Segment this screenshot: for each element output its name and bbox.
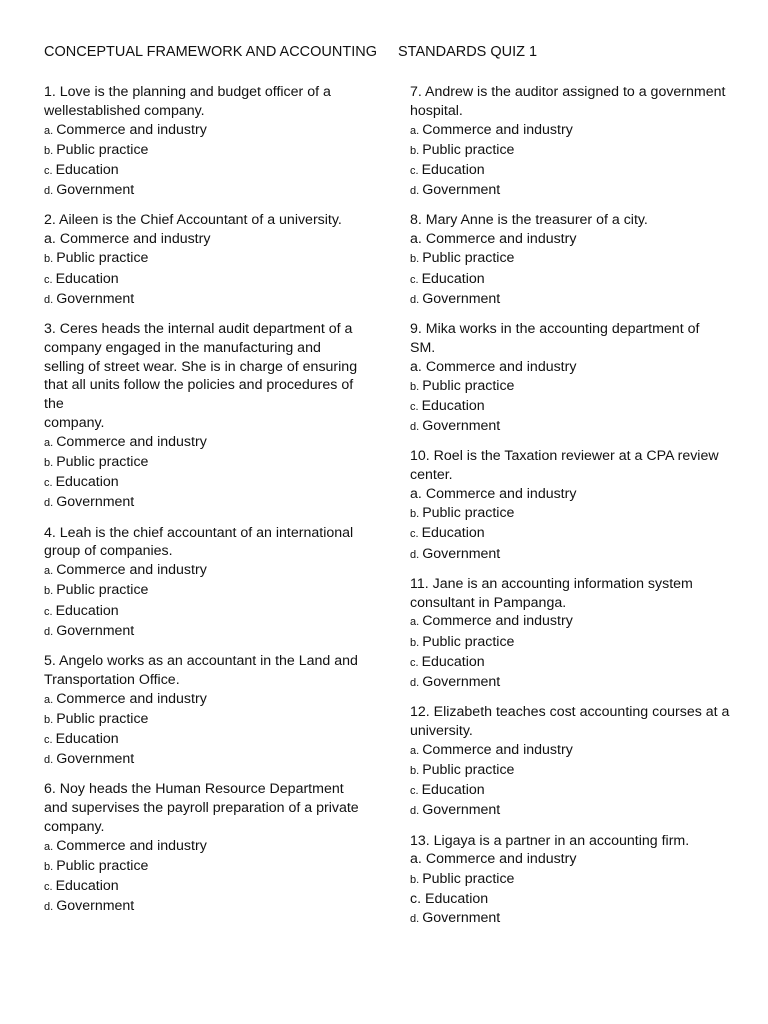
option-text: Public practice <box>422 505 515 522</box>
option-letter: d. <box>410 421 420 434</box>
answer-option <box>410 761 730 781</box>
option-text: Commerce and industry <box>422 121 573 138</box>
option-text: Government <box>422 290 501 307</box>
answer-option <box>44 730 364 750</box>
option-text: Commerce and industry <box>422 741 573 758</box>
option-letter: d. <box>44 754 54 767</box>
question-item <box>410 211 730 310</box>
answer-option <box>44 690 364 710</box>
option-text: Public practice <box>422 141 515 158</box>
question-text-line: that all units follow the policies and procedures of <box>44 377 354 394</box>
answer-option <box>410 141 730 161</box>
option-letter: b. <box>410 380 420 393</box>
option-letter: b. <box>410 765 420 778</box>
answer-option <box>410 161 730 181</box>
answer-option <box>44 121 364 141</box>
option-letter: c. <box>44 881 53 894</box>
option-text: Government <box>422 418 501 435</box>
question-text-line: 13. Ligaya is a partner in an accounting firm. <box>410 832 690 849</box>
answer-option <box>410 741 730 761</box>
question-text-line: 11. Jane is an accounting information system <box>410 575 693 592</box>
answer-option <box>410 485 730 504</box>
answer-option <box>410 909 730 929</box>
option-text: Commerce and industry <box>56 837 207 854</box>
option-letter: a. <box>44 693 54 706</box>
option-letter: d. <box>44 293 54 306</box>
option-letter: c. <box>410 401 419 414</box>
option-letter: c. <box>44 273 53 286</box>
answer-option <box>44 433 364 453</box>
option-letter: b. <box>410 636 420 649</box>
option-text: Education <box>421 525 485 542</box>
option-text: Public practice <box>422 377 515 394</box>
question-column-right <box>410 83 730 939</box>
option-letter: b. <box>44 861 54 874</box>
question-item <box>44 83 364 201</box>
answer-option <box>44 710 364 730</box>
answer-option <box>44 249 364 269</box>
option-text: Commerce and industry <box>425 486 577 503</box>
option-text: Government <box>56 751 135 768</box>
option-text: Government <box>422 910 501 927</box>
option-text: Education <box>421 653 485 670</box>
option-letter: d. <box>410 913 420 926</box>
option-letter: c. <box>44 477 53 490</box>
answer-option <box>44 750 364 770</box>
option-text: Government <box>56 898 135 915</box>
option-text: Public practice <box>422 633 515 650</box>
answer-option <box>44 453 364 473</box>
question-text-line: hospital. <box>410 102 463 119</box>
question-text-line: 8. Mary Anne is the treasurer of a city. <box>410 212 648 229</box>
option-letter: a. <box>44 124 54 137</box>
question-item <box>44 211 364 310</box>
option-text: Public practice <box>422 250 515 267</box>
quiz-title-left: CONCEPTUAL FRAMEWORK AND ACCOUNTING <box>44 44 377 60</box>
option-letter: b. <box>410 873 420 886</box>
answer-option <box>410 633 730 653</box>
option-text: Commerce and industry <box>422 613 573 630</box>
option-letter: c. <box>44 165 53 177</box>
answer-option <box>44 581 364 601</box>
option-letter: d. <box>410 677 420 690</box>
question-text-line: selling of street wear. She is in charge of ensuring <box>44 358 358 375</box>
option-letter: b. <box>44 253 54 266</box>
option-text: Public practice <box>56 582 149 599</box>
option-text: Government <box>422 545 501 562</box>
question-item <box>410 703 730 821</box>
answer-option <box>44 230 364 249</box>
option-letter: c. <box>410 785 419 798</box>
answer-option <box>410 181 730 201</box>
question-text-line: wellestablished company. <box>44 102 205 119</box>
answer-option <box>44 877 364 897</box>
answer-option <box>44 622 364 642</box>
option-text: Public practice <box>56 141 149 158</box>
question-column-left <box>44 83 364 928</box>
answer-option <box>44 897 364 917</box>
option-letter: a. <box>410 744 420 757</box>
option-letter: b. <box>44 144 54 157</box>
question-text-line: and supervises the payroll preparation of a private <box>44 800 359 817</box>
question-text-line: 9. Mika works in the accounting department of <box>410 321 700 338</box>
answer-option <box>44 270 364 290</box>
question-text-line: 4. Leah is the chief accountant of an international <box>44 524 354 541</box>
answer-option <box>410 890 730 909</box>
question-item <box>44 780 364 917</box>
answer-option <box>410 801 730 821</box>
option-letter: d. <box>410 805 420 818</box>
question-item <box>44 320 364 514</box>
answer-option <box>410 781 730 801</box>
answer-option <box>410 870 730 890</box>
question-text-line: company. <box>44 819 105 836</box>
option-letter: c. <box>44 605 53 618</box>
answer-option <box>410 230 730 249</box>
option-text: Education <box>55 162 119 178</box>
answer-option <box>410 249 730 269</box>
option-letter: a. <box>410 358 422 375</box>
answer-option <box>410 417 730 437</box>
question-text-line: company. <box>44 415 105 431</box>
answer-option <box>410 358 730 377</box>
question-text-line: 2. Aileen is the Chief Accountant of a university. <box>44 212 342 229</box>
option-text: Government <box>422 674 501 691</box>
question-item <box>410 447 730 564</box>
option-text: Education <box>55 878 119 895</box>
option-letter: a. <box>410 124 420 137</box>
answer-option <box>44 161 364 181</box>
question-text-line: company engaged in the manufacturing and <box>44 339 321 356</box>
answer-option <box>410 270 730 290</box>
option-text: Government <box>56 494 135 511</box>
question-text-line: center. <box>410 467 453 484</box>
option-letter: b. <box>44 585 54 598</box>
answer-option <box>44 290 364 310</box>
option-letter: d. <box>44 901 54 914</box>
option-text: Commerce and industry <box>56 562 207 579</box>
option-letter: a. <box>44 436 54 449</box>
option-text: Public practice <box>56 858 149 875</box>
answer-option <box>410 653 730 673</box>
option-letter: b. <box>44 713 54 726</box>
question-text-line: SM. <box>410 339 436 356</box>
option-text: Education <box>425 890 489 907</box>
option-letter: b. <box>410 144 420 157</box>
option-text: Commerce and industry <box>56 690 207 707</box>
option-letter: a. <box>44 231 56 248</box>
option-text: Government <box>422 182 501 199</box>
question-text-line: university. <box>410 723 473 740</box>
option-letter: b. <box>44 457 54 469</box>
answer-option <box>44 857 364 877</box>
option-text: Public practice <box>422 870 515 887</box>
option-text: Public practice <box>56 710 149 727</box>
answer-option <box>410 504 730 524</box>
option-letter: c. <box>410 890 422 907</box>
option-text: Education <box>55 602 119 619</box>
option-text: Education <box>55 731 119 748</box>
option-text: Public practice <box>56 250 149 267</box>
option-letter: a. <box>410 616 420 629</box>
answer-option <box>410 673 730 693</box>
answer-option <box>410 612 730 632</box>
question-text-line: 3. Ceres heads the internal audit department of a <box>44 321 353 338</box>
option-text: Commerce and industry <box>59 231 211 248</box>
answer-option <box>410 377 730 397</box>
option-text: Public practice <box>56 454 149 470</box>
question-item <box>410 575 730 693</box>
option-text: Commerce and industry <box>56 433 207 450</box>
option-letter: c. <box>410 273 419 286</box>
answer-option <box>410 850 730 869</box>
question-text-line: 12. Elizabeth teaches cost accounting courses at a <box>410 704 730 721</box>
option-letter: c. <box>44 734 53 747</box>
question-text-line: the <box>44 396 64 413</box>
answer-option <box>44 181 364 201</box>
answer-option <box>44 602 364 622</box>
answer-option <box>44 493 364 513</box>
option-letter: d. <box>410 293 420 306</box>
answer-option <box>410 121 730 141</box>
option-letter: d. <box>44 497 54 510</box>
option-letter: b. <box>410 508 420 521</box>
option-text: Education <box>421 398 485 415</box>
option-letter: c. <box>410 656 419 669</box>
question-item <box>44 524 364 642</box>
option-letter: b. <box>410 253 420 266</box>
option-text: Government <box>422 802 501 819</box>
question-text-line: group of companies. <box>44 543 173 560</box>
option-letter: d. <box>44 185 54 198</box>
option-text: Education <box>421 270 485 287</box>
answer-option <box>410 290 730 310</box>
option-text: Commerce and industry <box>425 851 577 868</box>
question-item <box>410 832 730 930</box>
option-letter: a. <box>410 851 422 868</box>
option-letter: a. <box>410 231 422 248</box>
option-text: Government <box>56 182 135 199</box>
option-letter: d. <box>44 625 54 638</box>
question-text-line: 10. Roel is the Taxation reviewer at a CPA review <box>410 448 719 465</box>
option-text: Education <box>55 474 119 491</box>
answer-option <box>410 397 730 417</box>
option-text: Commerce and industry <box>425 358 577 375</box>
option-text: Commerce and industry <box>56 121 207 138</box>
option-letter: c. <box>410 165 419 177</box>
option-text: Commerce and industry <box>425 231 577 248</box>
question-item <box>410 320 730 437</box>
answer-option <box>410 545 730 565</box>
question-text-line: 6. Noy heads the Human Resource Department <box>44 781 344 798</box>
question-item <box>44 652 364 770</box>
option-letter: c. <box>410 528 419 541</box>
answer-option <box>44 473 364 493</box>
option-letter: d. <box>410 185 420 198</box>
option-text: Government <box>56 622 135 639</box>
option-letter: a. <box>410 486 422 503</box>
answer-option <box>44 561 364 581</box>
option-text: Education <box>421 162 485 178</box>
question-text-line: 7. Andrew is the auditor assigned to a government <box>410 84 726 100</box>
answer-option <box>410 524 730 544</box>
option-text: Education <box>55 270 119 287</box>
option-letter: a. <box>44 840 54 853</box>
question-text-line: 5. Angelo works as an accountant in the Land and <box>44 653 358 670</box>
option-letter: d. <box>410 548 420 561</box>
option-text: Public practice <box>422 762 515 779</box>
answer-option <box>44 837 364 857</box>
option-text: Government <box>56 290 135 307</box>
question-text-line: Transportation Office. <box>44 671 180 688</box>
question-text-line: consultant in Pampanga. <box>410 594 567 611</box>
answer-option <box>44 141 364 161</box>
question-item <box>410 83 730 201</box>
option-text: Education <box>421 782 485 799</box>
quiz-title-right: STANDARDS QUIZ 1 <box>398 44 538 60</box>
option-letter: a. <box>44 565 54 578</box>
question-text-line: 1. Love is the planning and budget officer of a <box>44 84 331 100</box>
